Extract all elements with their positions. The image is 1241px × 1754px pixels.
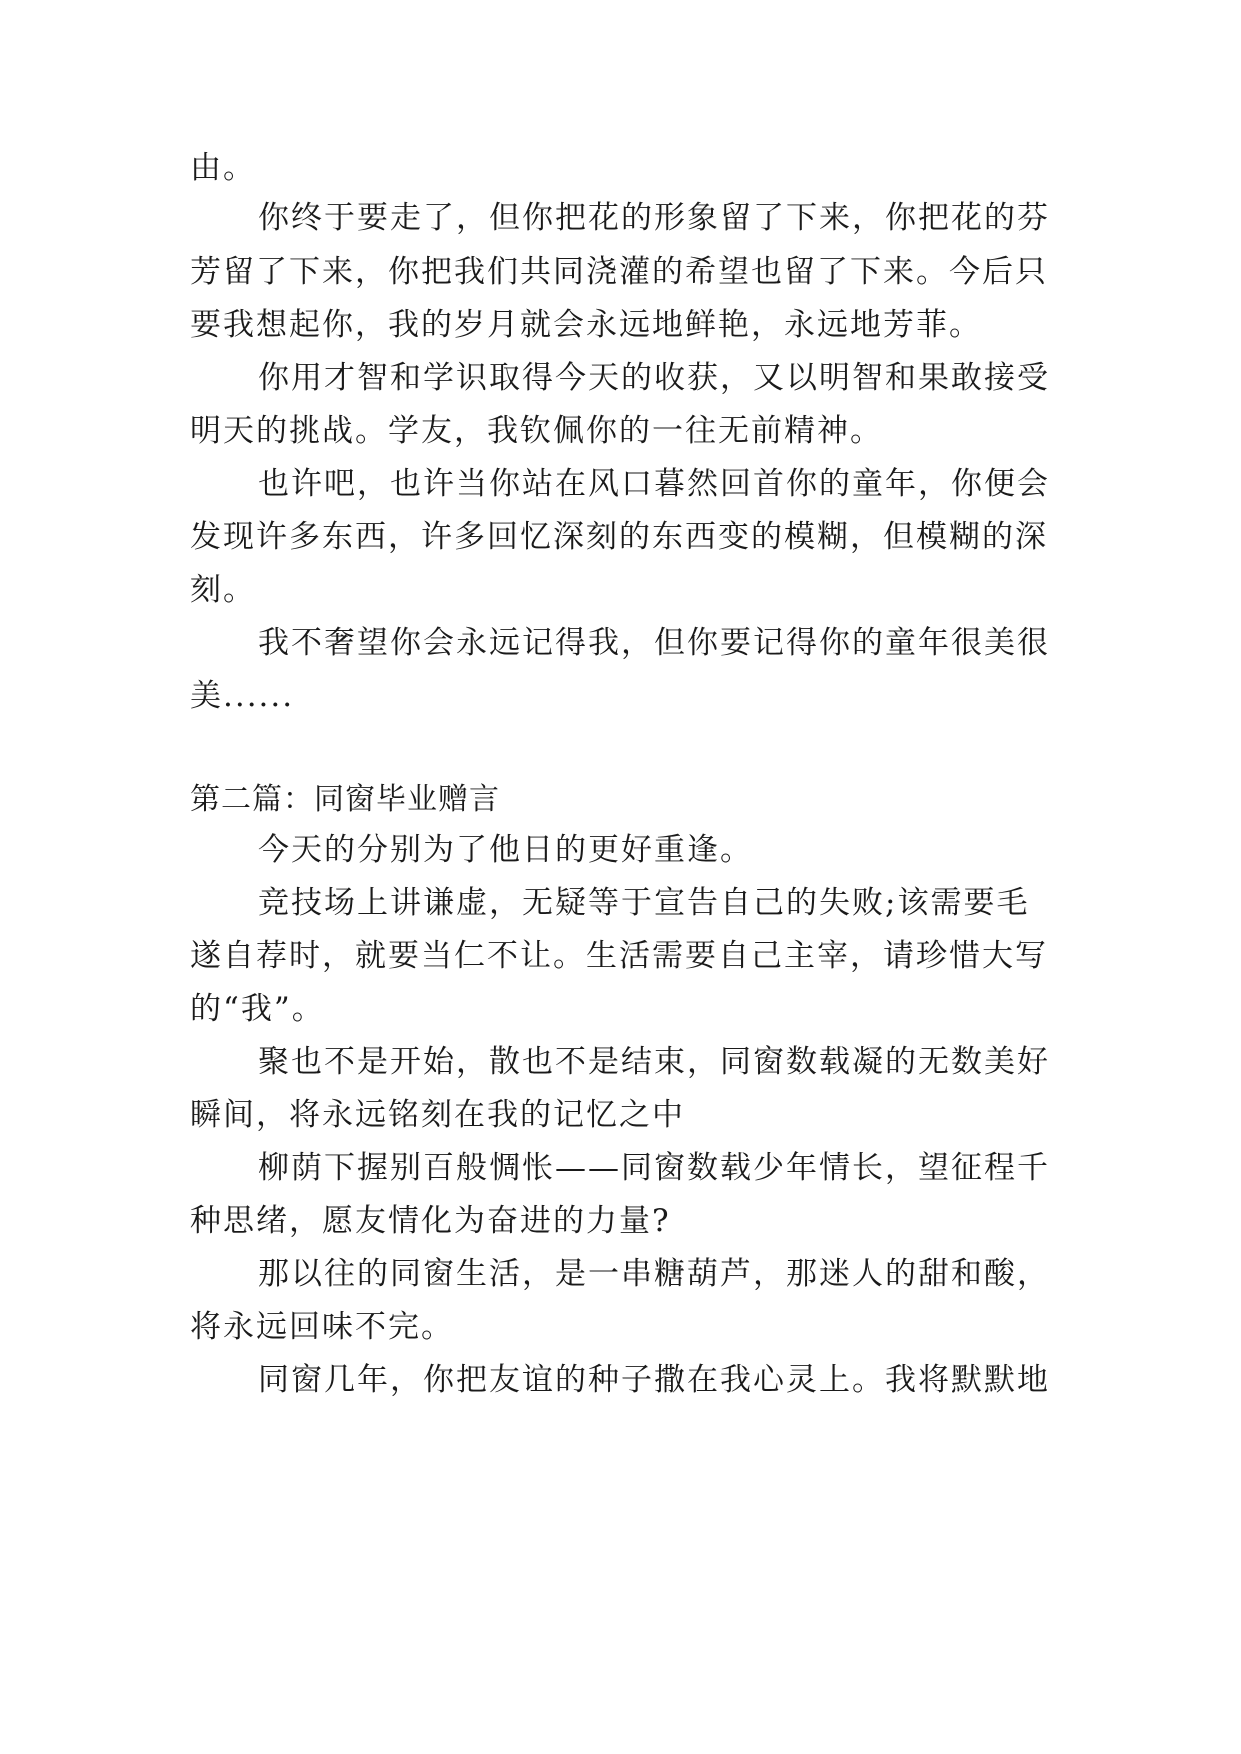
paragraph-line: 由。 xyxy=(190,150,256,186)
paragraph-line: 同窗几年，你把友谊的种子撒在我心灵上。我将默默地 xyxy=(258,1362,1050,1398)
paragraph-line: 遂自荐时，就要当仁不让。生活需要自己主宰，请珍惜大写 xyxy=(190,938,1048,974)
paragraph-line: 明天的挑战。学友，我钦佩你的一往无前精神。 xyxy=(190,413,883,449)
paragraph-line: 柳荫下握别百般惆怅——同窗数载少年情长，望征程千 xyxy=(258,1150,1050,1186)
paragraph-line: 我不奢望你会永远记得我，但你要记得你的童年很美很 xyxy=(258,625,1050,661)
paragraph-line: 那以往的同窗生活，是一串糖葫芦，那迷人的甜和酸， xyxy=(258,1256,1050,1292)
paragraph-line: 将永远回味不完。 xyxy=(190,1309,454,1345)
section-heading: 第二篇：同窗毕业赠言 xyxy=(190,782,500,817)
paragraph-line: 瞬间，将永远铭刻在我的记忆之中 xyxy=(190,1097,685,1133)
paragraph-line: 美...... xyxy=(190,678,295,714)
paragraph-line: 你用才智和学识取得今天的收获，又以明智和果敢接受 xyxy=(258,360,1050,396)
paragraph-line: 也许吧，也许当你站在风口暮然回首你的童年，你便会 xyxy=(258,466,1050,502)
paragraph-line: 发现许多东西，许多回忆深刻的东西变的模糊，但模糊的深 xyxy=(190,519,1048,555)
paragraph-line: 你终于要走了，但你把花的形象留了下来，你把花的芬 xyxy=(258,200,1050,236)
paragraph-line: 今天的分别为了他日的更好重逢。 xyxy=(258,832,753,868)
paragraph-line: 聚也不是开始，散也不是结束，同窗数载凝的无数美好 xyxy=(258,1044,1050,1080)
paragraph-line: 种思绪，愿友情化为奋进的力量? xyxy=(190,1203,671,1239)
paragraph-line: 刻。 xyxy=(190,572,256,608)
paragraph-line: 要我想起你，我的岁月就会永远地鲜艳，永远地芳菲。 xyxy=(190,307,982,343)
paragraph-line: 芳留了下来，你把我们共同浇灌的希望也留了下来。今后只 xyxy=(190,254,1048,290)
paragraph-line: 竞技场上讲谦虚，无疑等于宣告自己的失败;该需要毛 xyxy=(258,885,1030,921)
paragraph-line: 的“我”。 xyxy=(190,991,325,1027)
